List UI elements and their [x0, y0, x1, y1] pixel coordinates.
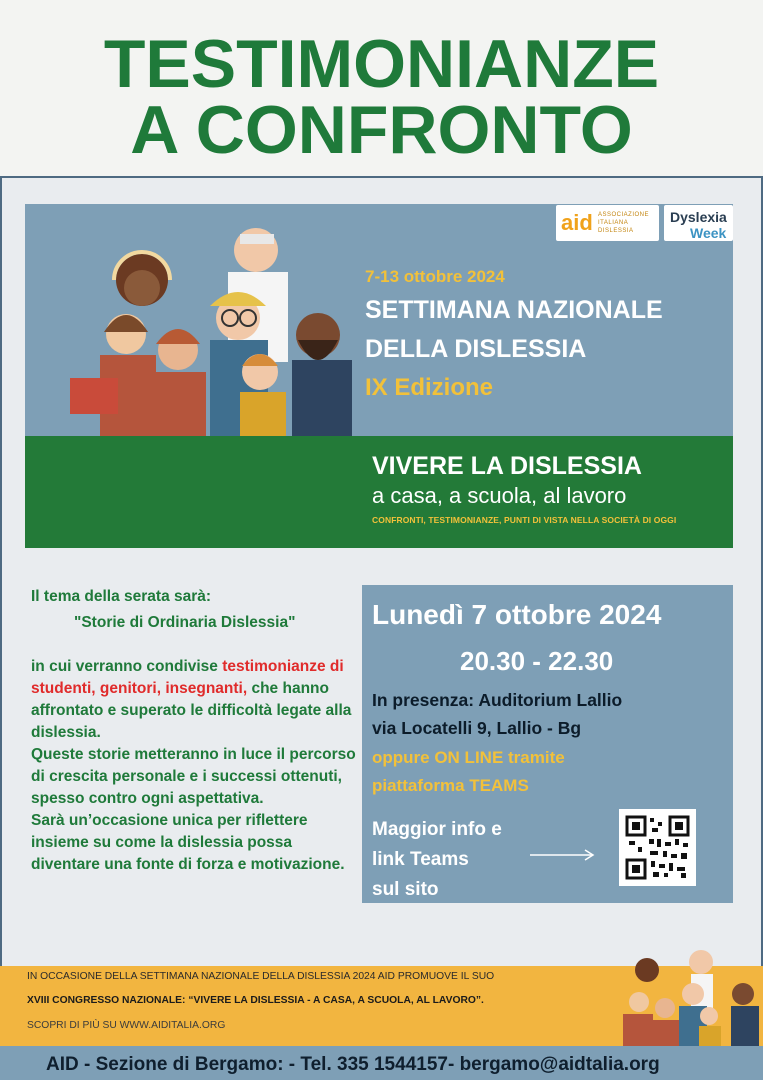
- page-title-line2: A CONFRONTO: [130, 92, 633, 168]
- description-body: [31, 656, 363, 876]
- description-p1-end: che hanno affrontato e superato le difficoltà legate alla dislessia.: [31, 680, 352, 741]
- aid-logo-line2: ITALIANA: [598, 220, 629, 226]
- more-info-line3: sul sito: [372, 879, 439, 900]
- dyslexia-week-line2: Week: [690, 225, 727, 241]
- theme-title: VIVERE LA DISLESSIA: [372, 452, 642, 480]
- congress-line3[interactable]: SCOPRI DI PIÙ SU WWW.AIDITALIA.ORG: [27, 1020, 226, 1031]
- footer-contact: AID - Sezione di Bergamo: - Tel. 335 1544157- bergamo@aidtalia.org: [46, 1054, 660, 1075]
- description-p3: Sarà un’occasione unica per riflettere insieme su come la dislessia possa diventare una fonte di forza e motivazione.: [31, 812, 345, 873]
- aid-logo: [556, 205, 659, 241]
- event-venue-line1: In presenza: Auditorium Lallio: [372, 690, 623, 710]
- description-intro: Il tema della serata sarà:: [31, 588, 212, 605]
- congress-line2: XVIII CONGRESSO NAZIONALE: “VIVERE LA DISLESSIA - A CASA, A SCUOLA, AL LAVORO”.: [27, 995, 484, 1006]
- description-quote: "Storie di Ordinaria Dislessia": [74, 614, 296, 631]
- description-p1-highlight: testimonianze di studenti, genitori, insegnanti,: [31, 658, 344, 697]
- page-title-line1: TESTIMONIANZE: [103, 26, 660, 102]
- event-venue-line2: via Locatelli 9, Lallio - Bg: [372, 718, 582, 738]
- description-p1-start: in cui verranno condivise: [31, 658, 223, 675]
- event-online-line2: piattaforma TEAMS: [372, 776, 529, 795]
- event-date: Lunedì 7 ottobre 2024: [372, 599, 662, 630]
- aid-logo-line1: ASSOCIAZIONE: [598, 212, 650, 218]
- event-online-line1: oppure ON LINE tramite: [372, 748, 565, 767]
- more-info-line2: link Teams: [372, 849, 469, 870]
- theme-tagline: CONFRONTI, TESTIMONIANZE, PUNTI DI VISTA NELLA SOCIETÀ DI OGGI: [372, 515, 677, 525]
- more-info-line1: Maggior info e: [372, 819, 502, 840]
- theme-subtitle: a casa, a scuola, al lavoro: [372, 483, 627, 508]
- people-illustration: [60, 210, 360, 436]
- banner-week-line2: DELLA DISLESSIA: [365, 335, 587, 363]
- mini-people-illustration: [605, 944, 763, 1046]
- dyslexia-week-line1: Dyslexia: [670, 209, 727, 225]
- description-p2: Queste storie metteranno in luce il percorso di crescita personale e i successi ottenuti, spesso contro ogni aspettativa.: [31, 746, 356, 807]
- dyslexia-week-logo: [664, 205, 733, 241]
- aid-logo-line3: DISLESSIA: [598, 228, 634, 234]
- event-description: [31, 586, 361, 873]
- qr-code-icon[interactable]: [619, 809, 696, 886]
- event-time: 20.30 - 22.30: [460, 646, 614, 676]
- arrow-right-icon: [530, 848, 596, 862]
- banner-edition: IX Edizione: [365, 374, 494, 401]
- banner-week-line1: SETTIMANA NAZIONALE: [365, 296, 663, 324]
- banner-dates: 7-13 ottobre 2024: [365, 267, 505, 286]
- aid-logo-mark: aid: [561, 210, 593, 235]
- congress-line1: IN OCCASIONE DELLA SETTIMANA NAZIONALE DELLA DISLESSIA 2024 AID PROMUOVE IL SUO: [27, 971, 495, 982]
